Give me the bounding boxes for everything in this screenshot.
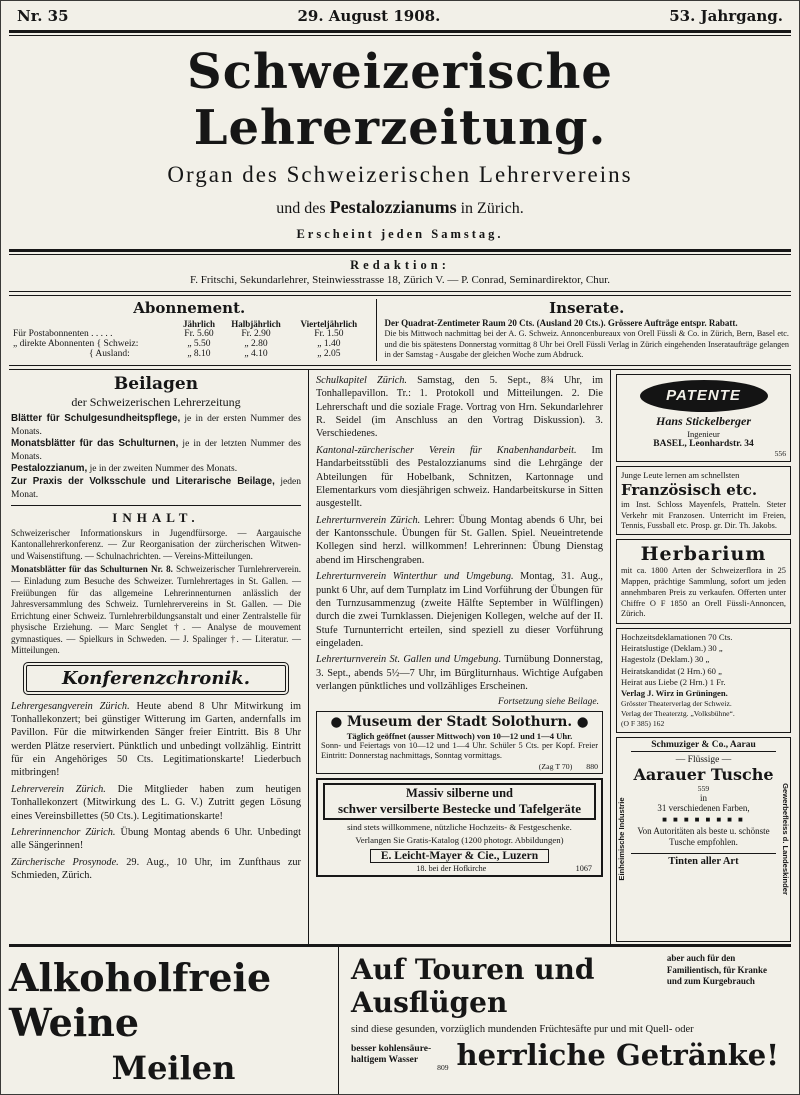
museum-ad-line2: Sonn- und Feiertags von 10—12 und 1—4 Uhr. Schüler 5 Cts. per Kopf. Freier Eintritt: Donnerstag nachmittags, Sonntag vormittags.: [321, 740, 598, 761]
french-ad-text: im Inst. Schloss Mayenfels, Pratteln. Steter Verkehr mit Franzosen. Unterricht im Freien, Tennis, Fussball etc. Prosp. gr. Dir. Th. Jakobs.: [621, 500, 786, 530]
article: [11, 783, 301, 823]
french-ad-lead: Junge Leute lernen am schnellsten: [621, 469, 740, 480]
beilagen-subtitle: der Schweizerischen Lehrerzeitung: [71, 394, 241, 409]
color-swatches-icon: ■ ■ ■ ■ ■ ■ ■ ■: [662, 814, 745, 824]
inhalt-title: INHALT.: [112, 509, 200, 525]
ad-reference: (Zag T 70): [538, 761, 573, 771]
silverware-ad-headline: [323, 783, 596, 820]
table-row: [11, 349, 368, 359]
paper-subtitle: Organ des Schweizerischen Lehrervereins: [167, 162, 633, 187]
ink-ad-footer: Tinten aller Art: [631, 853, 776, 867]
excursion-ad-top: [351, 953, 781, 1019]
patent-ad: [616, 374, 791, 462]
inhalt-paragraph: [11, 564, 301, 656]
excursion-ad-line: sind diese gesunden, vorzüglich mundenden Früchtesäfte pur und mit Quell- oder: [351, 1024, 694, 1035]
list-item: [11, 413, 301, 438]
article-text: 29. Aug., 10 Uhr, im Zunfthaus zur Schmieden, Zürich.: [11, 856, 301, 882]
article-lead: Kantonal-zürcherischer Verein für Knabenhandarbeit.: [316, 444, 577, 456]
inhalt-text: Schweizerischer Turnlehrerverein. — Einladung zum Besuche des Schweizer. Turnlehrertages in St. Gallen. — Freiübungen für das allgemeine Lehrerinnenturnen anlässlich der Jahresversammlung des Schweiz. Turnlehrervereins in St. Gallen. — Die Errichtung einer Schweiz. Turnlehrerbildungsanstalt und einer Zentralstelle für physische Erziehung. — Marc Senglet †. — Analyse de mouvement gymnastiques. — Spielkurs in Schweden. — J. Spalinger †. — Literatur. — Mitteilungen.: [11, 564, 301, 656]
beilage-name: Monatsblätter für das Schulturnen,: [11, 438, 179, 450]
beilage-desc: je in der letzten Nummer des Monats.: [11, 439, 301, 462]
column-middle: [309, 370, 611, 944]
patent-agent-name: Hans Stickelberger: [656, 413, 751, 428]
volume-number: 53. Jahrgang.: [669, 7, 783, 25]
excursion-ad-small-text: [351, 1044, 431, 1067]
article: [11, 826, 301, 853]
price-cell: Fr. 1.50: [314, 329, 344, 339]
article-lead: Lehrerturnverein St. Gallen und Umgebung.: [316, 654, 502, 666]
col-header-quarterly: Vierteljährlich: [300, 319, 358, 329]
ink-product-title: Aarauer Tusche: [633, 764, 774, 784]
paper-subtitle-2: [9, 197, 791, 218]
price-cell: „ 2.80: [244, 339, 268, 349]
article: [11, 700, 301, 780]
price-cell: Fr. 5.60: [184, 329, 214, 339]
row-label: „ direkte Abonnenten { Schweiz:: [13, 339, 139, 349]
editorial-block: [9, 255, 791, 291]
patent-agent-address: BASEL, Leonhardstr. 34: [653, 438, 754, 449]
article-text: Heute abend 8 Uhr Mitwirkung im Tonhallekonzert; bei günstiger Witterung im Garten, andernfalls im Pavillon. Für die mitwirkenden Sänger freier Eintritt. Bis 8 Uhr werden Plätze reserviert. Pünktlich und unbedingt vollzählig. Eintritt für ein Angehöriges 50 Cts. Legitimationskarte! Liederbuch mitbringen!: [11, 700, 301, 779]
article-lead: Zürcherische Prosynode.: [11, 856, 119, 868]
pestalozzianum-label: Pestalozzianums: [329, 197, 457, 217]
page-title: Schweizerische Lehrerzeitung.: [187, 44, 613, 156]
herbarium-ad-title: Herbarium: [640, 543, 767, 566]
column-left: [9, 370, 309, 944]
excursion-ad-title: Auf Touren und Ausflügen: [351, 953, 595, 1019]
silverware-company: E. Leicht-Mayer & Cie., Luzern: [370, 849, 549, 863]
row-label: { Ausland:: [89, 349, 130, 359]
wine-ad: [9, 947, 339, 1094]
wine-ad-place: Meilen: [111, 1048, 236, 1087]
divider: [9, 35, 791, 36]
ad-number: 556: [774, 448, 786, 458]
main-content: [9, 370, 791, 944]
silverware-text-1: sind stets willkommene, nützliche Hochzeits- & Festgeschenke.: [347, 821, 572, 832]
price-cell: „ 8.10: [187, 349, 211, 359]
masthead-row: [9, 5, 791, 30]
table-row: [11, 339, 368, 349]
inhalt-paragraph: Schweizerischer Informationskurs in Jugendfürsorge. — Aargauische Kantonallehrerkonferenz. — Zur Reorganisation der zürcherischen Witwen- und Waisenstiftung. — Schulnachrichten. — Vereins-Mitteilungen.: [11, 527, 301, 561]
list-item: [11, 438, 301, 463]
list-item: [11, 476, 301, 501]
table-header-row: [11, 319, 368, 329]
ink-ad-text: Von Autoritäten als beste u. schönste Tusche empfohlen.: [637, 825, 770, 848]
ad-number: 880: [586, 761, 598, 771]
article-lead: Lehrerinnenchor Zürich.: [11, 826, 116, 838]
beilagen-block: [11, 374, 301, 501]
article: [316, 444, 603, 511]
museum-ad-title: ● Museum der Stadt Solothurn. ●: [330, 713, 589, 730]
ink-company: Schmuziger & Co., Aarau: [631, 740, 776, 752]
article-text: Die Mitglieder haben zum heutigen Tonhallekonzert (Mitwirkung des L. G. V.) Zutritt gegen Lösung eines Vereinsbillettes (50 Cts.). Legitimationskarte!: [11, 783, 301, 822]
article-lead: Lehrergesangverein Zürich.: [11, 700, 130, 712]
beilagen-title: Beilagen: [113, 373, 199, 394]
ink-liquid-label: — Flüssige —: [675, 754, 732, 765]
ink-in-word: in: [699, 792, 707, 803]
article: [316, 570, 603, 650]
silverware-text-2: Verlangen Sie Gratis-Katalog (1200 photogr. Abbildungen): [355, 834, 564, 845]
continuation-note: Fortsetzung siehe Beilage.: [497, 696, 599, 707]
table-row: [11, 329, 368, 339]
row-label: Für Postabonnenten . . . . .: [13, 329, 113, 339]
herbarium-ad: [616, 539, 791, 624]
article: [316, 653, 603, 693]
ink-ad-vertical-right: Gewerbefleiss d. Landeskinder: [781, 783, 790, 896]
beilage-desc: jeden Monat.: [11, 476, 301, 500]
subtitle-text: in Zürich.: [456, 200, 524, 217]
ink-colors-line: 31 verschiedenen Farben,: [657, 802, 750, 813]
excursion-drinks-ad: [339, 947, 791, 1094]
editorial-label: Redaktion:: [350, 258, 450, 272]
divider: [11, 505, 301, 506]
ink-ad-vertical-left: Einheimische Industrie: [617, 797, 626, 881]
museum-ad: [316, 711, 603, 774]
article: [11, 856, 301, 883]
declamation-line: Hagestolz (Deklam.) 30 „: [621, 654, 710, 665]
list-item: [11, 463, 301, 476]
silverware-headline-1: Massiv silberne und: [406, 785, 513, 800]
museum-ad-footer: [321, 762, 598, 771]
declamation-line: Heiratslustige (Deklam.) 30 „: [621, 643, 723, 654]
price-cell: „ 4.10: [244, 349, 268, 359]
article-text: Im Handarbeitsstübli des Pestalozzianums sind die Lehrgänge der Abteilungen für Hobelbank, Schnitzen, Kartonnage und Elementarkurs vom diesjährigen schweiz. Handarbeitskurse in Sitten ausgestellt.: [316, 444, 603, 510]
silverware-ad: [316, 778, 603, 877]
beilage-desc: je in der zweiten Nummer des Monats.: [87, 464, 238, 475]
beilage-name: Zur Praxis der Volksschule und Literarische Beilage,: [11, 475, 275, 487]
divider: [9, 30, 791, 33]
declamations-ad: [616, 628, 791, 733]
excursion-ad-big-text: herrliche Getränke!: [456, 1038, 779, 1072]
advert-rates-block: [377, 299, 791, 361]
silverware-headline-2: schwer versilberte Bestecke und Tafelgeräte: [337, 800, 582, 816]
silverware-address: 18. bei der Hofkirche: [416, 863, 487, 873]
patent-badge-icon: PATENTE: [640, 380, 768, 412]
declamation-line: Heiratskandidat (2 Hrn.) 60 „: [621, 665, 722, 676]
beilage-name: Blätter für Schulgesundheitspflege,: [11, 412, 181, 424]
price-cell: „ 5.50: [187, 339, 211, 349]
article-text: Übung Montag abends 6 Uhr. Unbedingt alle Sängerinnen!: [11, 826, 302, 852]
ad-number: 1067: [575, 863, 592, 873]
bottom-banner: [9, 944, 791, 1094]
column-right: [611, 370, 791, 944]
advert-rates-line1: Der Quadrat-Zentimeter Raum 20 Cts. (Ausland 20 Cts.). Grössere Aufträge entspr. Rabatt.: [384, 318, 738, 328]
declamation-note: Grösster Theaterverlag der Schweiz.: [621, 699, 732, 709]
article-lead: Lehrerturnverein Winterthur und Umgebung.: [316, 571, 514, 583]
article: [316, 374, 603, 441]
ink-ad: [616, 737, 791, 942]
col-header-yearly: Jährlich: [182, 319, 215, 329]
patent-agent-role: Ingenieur: [687, 428, 720, 439]
article-text: Turnübung Donnerstag, 3. Sept., abends 5½—7 Uhr, im Bürgliturnhaus. Wichtige Aufgaben verlangen pünktliches und vollzähliges Erscheinen.: [316, 654, 603, 693]
col-header-halfyearly: Halbjährlich: [231, 319, 281, 329]
article: [316, 514, 603, 568]
declamation-publisher: Verlag J. Wirz in Grüningen.: [621, 687, 728, 698]
herbarium-ad-text: mit ca. 1800 Arten der Schweizerflora in 25 Mappen, prächtige Sammlung, sofort um jeden annehmbaren Preis zu verkaufen. Offerten unter Chiffre O F 1850 an Orell Füssli-Annoncen, Zürich.: [621, 566, 786, 619]
silverware-ad-footer: [323, 864, 596, 873]
beilage-desc: je in der ersten Nummer des Monats.: [11, 413, 301, 437]
publication-frequency: Erscheint jeden Samstag.: [296, 227, 504, 241]
excursion-small-line-2: haltigem Wasser: [351, 1055, 419, 1065]
subscription-block: [9, 299, 377, 361]
article-text: Lehrer: Übung Montag abends 6 Uhr, bei der Kantonsschule. Übungen für St. Gallen. Spiel. Neueintretende Kollegen sind herzl. willkommen! Lehrerinnen: Übung Dienstag abend im Hirschengraben.: [316, 514, 603, 566]
article-lead: Lehrerturnverein Zürich.: [316, 514, 421, 526]
beilage-name: Pestalozzianum,: [11, 463, 88, 475]
inhalt-lead: Monatsblätter für das Schulturnen Nr. 8.: [11, 564, 173, 575]
price-cell: Fr. 2.90: [241, 329, 271, 339]
article-text: Montag, 31. Aug., punkt 6 Uhr, auf dem Turnplatz im Lind Vorführung der Übungen für den Turnzusammenzug (zweite Hälfte September in Wülflingen) durch die zwei Turnklassen. Diejenigen Kollegen, welche auf der II. Stufe Turnunterricht erteilen, sind speziell zu dieser Vorführung eingeladen.: [316, 571, 603, 650]
excursion-ad-note: aber auch für den Familientisch, für Kranke und zum Kurgebrauch: [666, 953, 767, 987]
issue-date: 29. August 1908.: [297, 7, 441, 25]
price-cell: „ 2.05: [317, 349, 341, 359]
subscription-table: [11, 319, 368, 359]
ad-number: (O F 385) 162: [621, 718, 665, 728]
subscription-title: Abonnement.: [133, 299, 246, 317]
excursion-ad-bottom: [351, 1038, 781, 1072]
article-text: Samstag, den 5. Sept., 8¾ Uhr, im Tonhallepavillon. Tr.: 1. Protokoll und Mitteilungen. 2. Die Lehrerschaft und die soziale Frage. Vortrag von Hrn. Sekundarlehrer R. Seidel (im Anschluss an den Vortrag Diskussion). 3. Verschiedenes.: [316, 374, 603, 440]
issue-number: Nr. 35: [17, 7, 69, 25]
excursion-small-line-1: besser kohlensäure-: [351, 1043, 432, 1054]
french-lessons-ad: [616, 466, 791, 535]
inhalt-block: [11, 510, 301, 657]
french-ad-title: Französisch etc.: [621, 481, 758, 500]
konferenzchronik-banner: Konferenzchronik.: [23, 662, 289, 695]
declamation-line: Heirat aus Liebe (2 Hrn.) 1 Fr.: [621, 676, 726, 687]
subtitle-text: und des: [276, 200, 330, 217]
declamation-note: Verlag der Theaterztg. „Volksbühne“.: [621, 709, 735, 718]
price-cell: „ 1.40: [317, 339, 341, 349]
museum-ad-line1: Täglich geöffnet (ausser Mittwoch) von 10—12 und 1—4 Uhr.: [346, 730, 573, 741]
subscription-advert-row: [9, 296, 791, 365]
wine-ad-title: Alkoholfreie Weine: [9, 954, 272, 1045]
editorial-line: F. Fritschi, Sekundarlehrer, Steinwiesstrasse 18, Zürich V. — P. Conrad, Seminardirektor, Chur.: [189, 274, 611, 286]
advert-rates-line2: Die bis Mittwoch nachmittag bei der A. G. Schweiz. Annoncenbureaux von Orell Füssli & Co. in Zürich, Bern, Basel etc. und die bis spätestens Donnerstag vormittag 8 Uhr bei Orell Füssli Verlag in Zürich eingehenden Inserataufträge gelangen in der Samstag - Ausgabe der gleichen Woche zum Abdruck.: [384, 329, 789, 360]
masthead: [9, 5, 791, 370]
ad-number: 559: [697, 783, 710, 793]
article-lead: Lehrerverein Zürich.: [11, 783, 106, 795]
declamation-line: Hochzeitsdeklamationen 70 Cts.: [621, 632, 733, 643]
ad-number: 809: [437, 1063, 449, 1072]
article-lead: Schulkapitel Zürich.: [316, 374, 408, 386]
advert-rates-title: Inserate.: [549, 299, 625, 317]
